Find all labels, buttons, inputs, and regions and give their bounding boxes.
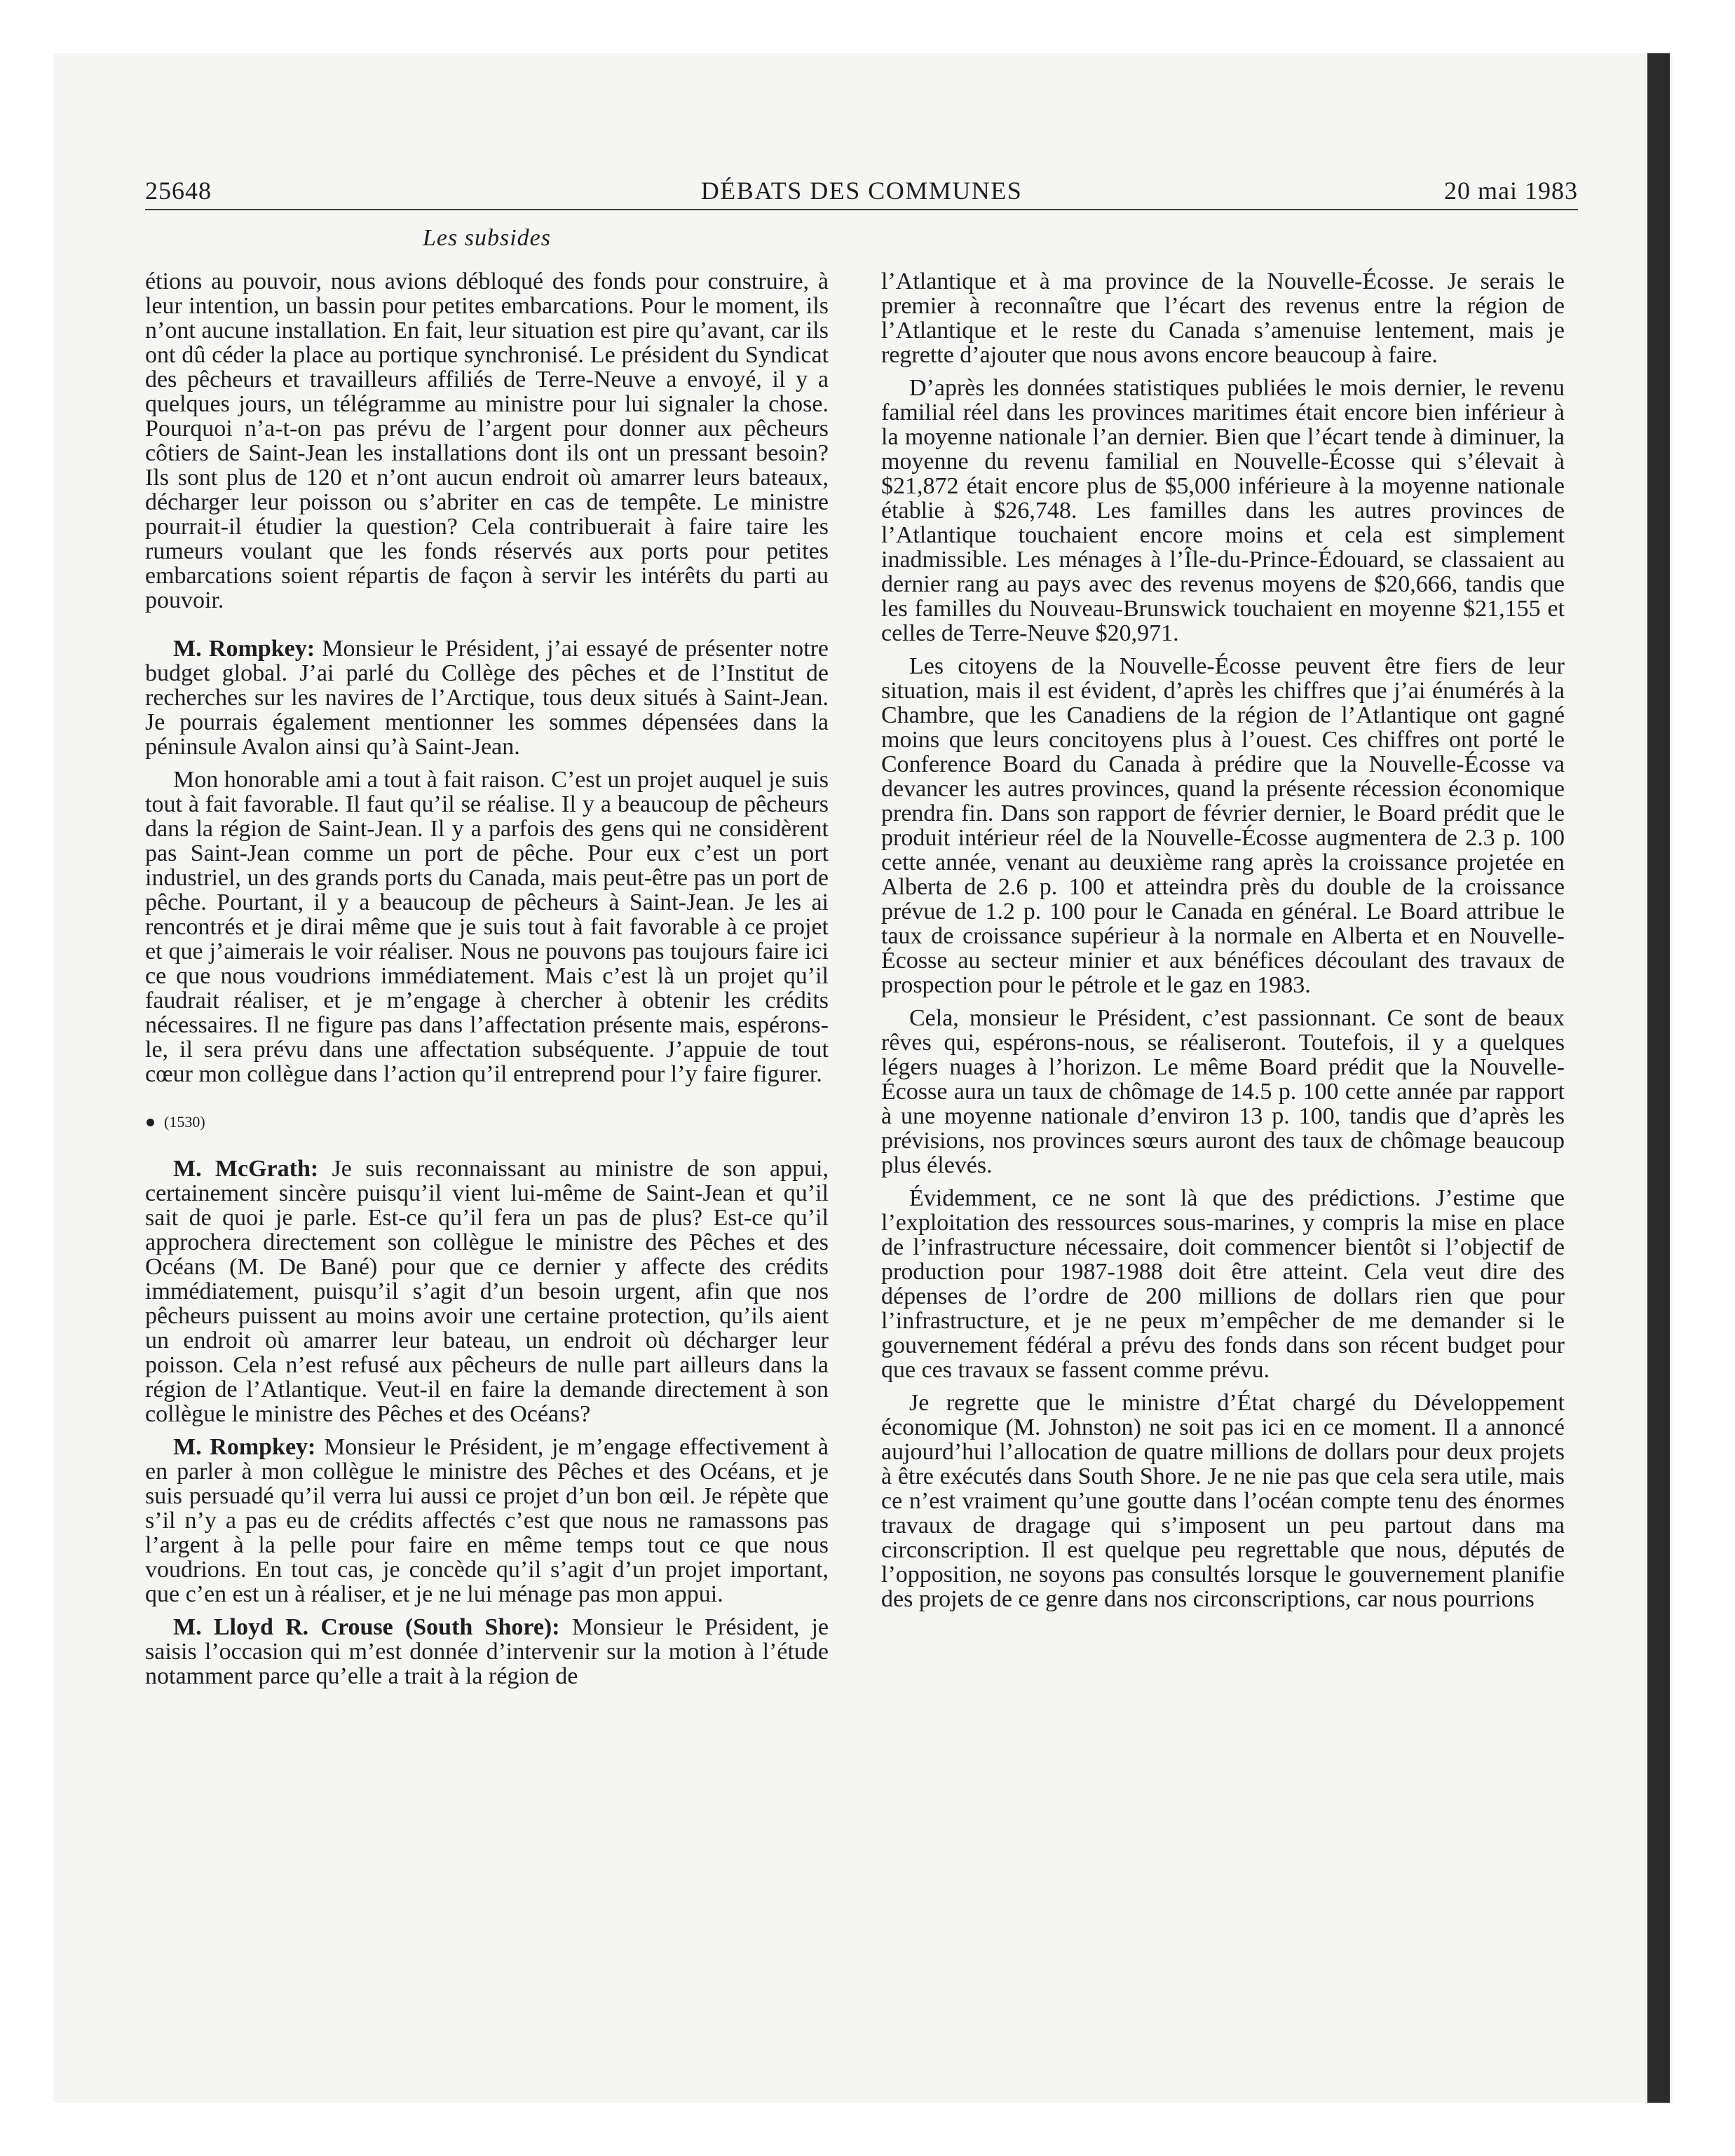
page-header (145, 172, 1578, 209)
header-rule (145, 209, 1578, 210)
paragraph: Évidemment, ce ne sont là que des prédictions. J’estime que l’exploitation des ressources sous-marines, y compris la mise en place de l’infrastructure nécessaire, doit commencer bientôt si l’objectif de production pour 1987-1988 doit être atteint. Cela veut dire des dépenses de l’ordre de 200 millions de dollars rien que pour l’infrastructure, et je ne peux m’empêcher de me demander si le gouvernement fédéral a prévu des fonds dans son récent budget pour que ces travaux se fassent comme prévu. (881, 1185, 1565, 1383)
speech-paragraph (145, 1157, 829, 1426)
time-marker (145, 1112, 829, 1133)
speech-paragraph (145, 1435, 829, 1606)
publication-title: DÉBATS DES COMMUNES (700, 177, 1023, 205)
speaker-name: M. McGrath: (173, 1156, 319, 1182)
page-date: 20 mai 1983 (1444, 177, 1578, 205)
speaker-name: M. Rompkey: (173, 1434, 316, 1460)
speech-text: Monsieur le Président, je m’engage effectivement à en parler à mon collègue le ministre des Pêches et des Océans, et je suis persuadé qu’il verra lui aussi ce projet d’un bon œil. Je répète que s’il n’y a pas eu de crédits affectés c’est que nous ne ramassons pas l’argent à la pelle pour faire en même temps tout ce que nous voudrions. En tout cas, je concède qu’il s’agit d’un projet important, que c’en est un à réaliser, et je ne lui ménage pas mon appui. (145, 1434, 829, 1607)
paragraph: Je regrette que le ministre d’État chargé du Développement économique (M. Johnston) ne soit pas ici en ce moment. Il a annoncé aujourd’hui l’allocation de quatre millions de dollars pour deux projets à être exécutés dans South Shore. Je ne nie pas que cela sera utile, mais ce n’est vraiment qu’une goutte dans l’océan compte tenu des énormes travaux de dragage qui s’imposent un peu partout dans ma circonscription. Il est quelque peu regrettable que nous, députés de l’opposition, ne soyons pas consultés lorsque le gouvernement planifie des projets de ce genre dans nos circonscriptions, car nous pourrions (881, 1390, 1565, 1612)
speech-paragraph (145, 1615, 829, 1688)
scan-edge-shadow (1647, 53, 1670, 2103)
paragraph: étions au pouvoir, nous avions débloqué des fonds pour construire, à leur intention, un bassin pour petites embarcations. Pour le moment, ils n’ont aucune installation. En fait, leur situation est pire qu’avant, car ils ont dû céder la place au portique synchronisé. Le président du Syndicat des pêcheurs et travailleurs affiliés de Terre-Neuve a envoyé, il y a quelques jours, un télégramme au ministre pour lui signaler la chose. Pourquoi n’a-t-on pas prévu de l’argent pour donner aux pêcheurs côtiers de Saint-Jean les installations dont ils ont un pressant besoin? Ils sont plus de 120 et n’ont aucun endroit où amarrer leurs bateaux, décharger leur poisson ou s’abriter en cas de tempête. Le ministre pourrait-il étudier la question? Cela contribuerait à faire taire les rumeurs voulant que les fonds réservés aux ports pour petites embarcations soient répartis de façon à servir les intérêts du parti au pouvoir. (145, 268, 829, 613)
paragraph: l’Atlantique et à ma province de la Nouvelle-Écosse. Je serais le premier à reconnaître que l’écart des revenus entre la région de l’Atlantique et le reste du Canada s’amenuise lentement, mais je regrette d’ajouter que nous avons encore beaucoup à faire. (881, 268, 1565, 368)
right-column (881, 269, 1565, 1620)
section-title: Les subsides (423, 225, 551, 251)
paragraph: D’après les données statistiques publiées le mois dernier, le revenu familial réel dans les provinces maritimes était encore bien inférieur à la moyenne nationale l’an dernier. Bien que l’écart tende à diminuer, la moyenne du revenu familial en Nouvelle-Écosse qui s’élevait à $21,872 était encore plus de $5,000 inférieure à la moyenne nationale établie à $26,748. Les familles dans les autres provinces de l’Atlantique touchaient encore moins et cela est simplement inadmissible. Les ménages à l’Île-du-Prince-Édouard, se classaient au dernier rang au pays avec des revenus moyens de $20,666, tandis que les familles du Nouveau-Brunswick touchaient en moyenne $21,155 et celles de Terre-Neuve $20,971. (881, 375, 1565, 646)
paragraph: Mon honorable ami a tout à fait raison. C’est un projet auquel je suis tout à fait favorable. Il faut qu’il se réalise. Il y a beaucoup de pêcheurs dans la région de Saint-Jean. Il y a parfois des gens qui ne considèrent pas Saint-Jean comme un port de pêche. Pour eux c’est un port industriel, un des grands ports du Canada, mais peut-être pas un port de pêche. Pourtant, il y a beaucoup de pêcheurs à Saint-Jean. Je les ai rencontrés et je dirai même que je suis tout à fait favorable à ce projet et que j’aimerais le voir réaliser. Nous ne pouvons pas toujours faire ici ce que nous voudrions immédiatement. Mais c’est là un projet qu’il faudrait réaliser, et je m’engage à chercher à obtenir les crédits nécessaires. Il ne figure pas dans l’affectation présente mais, espérons-le, il sera prévu dans une affectation subséquente. J’appuie de tout cœur mon collègue dans l’action qu’il entreprend pour l’y faire figurer. (145, 767, 829, 1087)
bullet-icon (147, 1119, 154, 1126)
speech-text: Monsieur le Président, j’ai essayé de présenter notre budget global. J’ai parlé du Collège des pêches et de l’Institut de recherches sur les navires de l’Arctique, tous deux situés à Saint-Jean. Je pourrais également mentionner les sommes dépensées dans la péninsule Avalon ainsi qu’à Saint-Jean. (145, 636, 829, 760)
speech-text: Monsieur le Président, je saisis l’occasion qui m’est donnée d’intervenir sur la motion à l’étude notamment parce qu’elle a trait à la région de (145, 1614, 829, 1689)
time-marker-text: (1530) (164, 1113, 205, 1131)
left-column (145, 269, 829, 1697)
paragraph: Cela, monsieur le Président, c’est passionnant. Ce sont de beaux rêves qui, espérons-nous, se réaliseront. Toutefois, il y a quelques légers nuages à l’horizon. Le même Board prédit que la Nouvelle-Écosse aura un taux de chômage de 14.5 p. 100 cette année par rapport à une moyenne nationale d’environ 13 p. 100, tandis que d’après les prévisions, nos provinces sœurs auront des taux de chômage beaucoup plus élevés. (881, 1005, 1565, 1178)
paragraph: Les citoyens de la Nouvelle-Écosse peuvent être fiers de leur situation, mais il est évident, d’après les chiffres que j’ai énumérés à la Chambre, que les Canadiens de la région de l’Atlantique ont gagné moins que leurs concitoyens plus à l’ouest. Ces chiffres ont porté le Conference Board du Canada à prédire que la Nouvelle-Écosse va devancer les autres provinces, quand la présente récession économique prendra fin. Dans son rapport de février dernier, le Board prédit que le produit intérieur réel de la Nouvelle-Écosse augmentera de 2.3 p. 100 cette année, venant au deuxième rang après la croissance projetée en Alberta de 2.6 p. 100 et atteindra près du double de la croissance prévue de 1.2 p. 100 pour le Canada en général. Le Board attribue le taux de croissance supérieur à la normale en Alberta et en Nouvelle-Écosse au secteur minier et aux bénéfices découlant des travaux de prospection pour le pétrole et le gaz en 1983. (881, 653, 1565, 998)
speaker-name: M. Lloyd R. Crouse (South Shore): (173, 1614, 560, 1640)
speech-paragraph (145, 636, 829, 759)
page-number: 25648 (145, 177, 212, 205)
speech-text: Je suis reconnaissant au ministre de son appui, certainement sincère puisqu’il vient lui-même de Saint-Jean et qu’il sait de quoi je parle. Est-ce qu’il fera un pas de plus? Est-ce qu’il approchera directement son collègue le ministre des Pêches et des Océans (M. De Bané) pour que ce dernier y affecte des crédits immédiatement, puisqu’il s’agit d’un besoin urgent, afin que nos pêcheurs puissent au moins avoir une certaine protection, qu’ils aient un endroit où amarrer leur bateau, un endroit où décharger leur poisson. Cela n’est refusé aux pêcheurs de nulle part ailleurs dans la région de l’Atlantique. Veut-il en faire la demande directement à son collègue le ministre des Pêches et des Océans? (145, 1156, 829, 1427)
speaker-name: M. Rompkey: (173, 636, 315, 662)
